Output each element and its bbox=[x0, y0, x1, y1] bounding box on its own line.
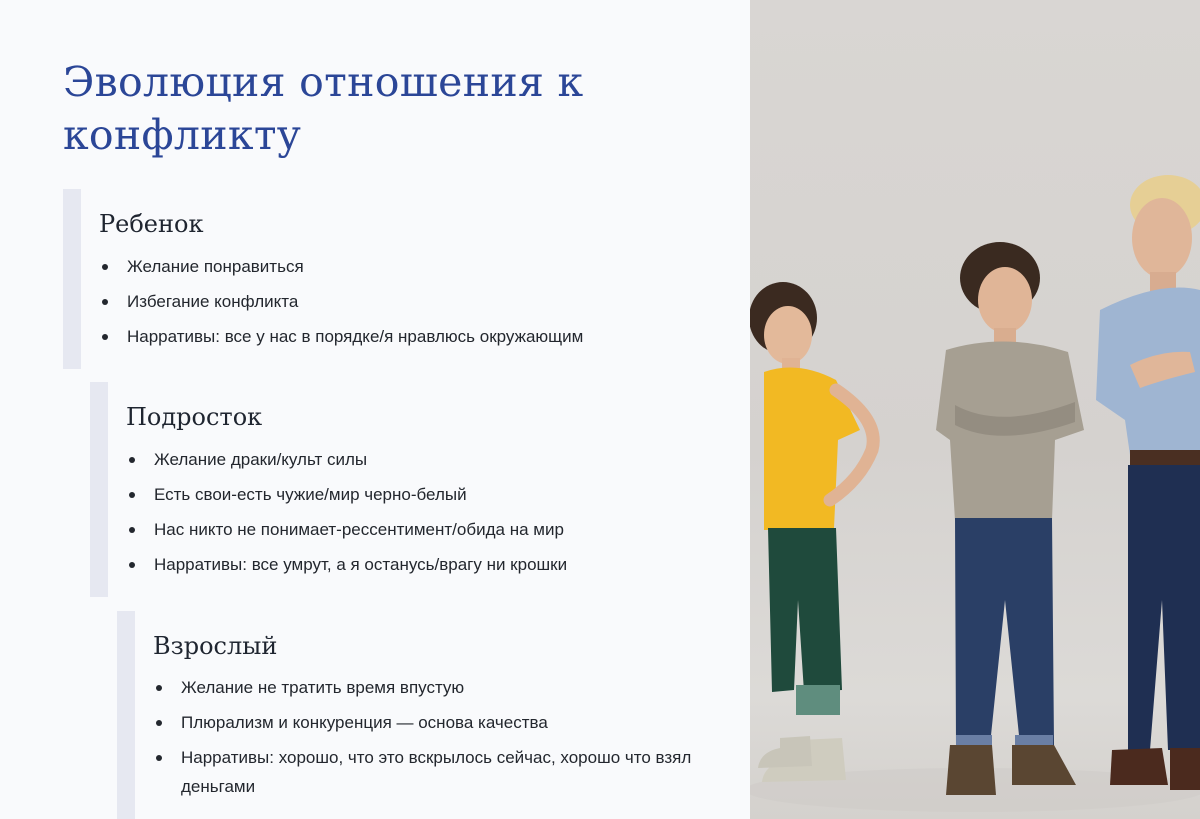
list-item: Нарративы: хорошо, что это вскрылось сейчас, хорошо что взял деньгами bbox=[153, 743, 693, 801]
bullet-icon bbox=[156, 685, 162, 691]
list-item: Плюрализм и конкуренция — основа качества bbox=[153, 708, 693, 737]
list-item: Нарративы: все у нас в порядке/я нравлюсь окружающим bbox=[99, 322, 719, 351]
bullet-icon bbox=[129, 562, 135, 568]
teen-figure bbox=[936, 242, 1084, 795]
three-people-illustration bbox=[750, 0, 1200, 819]
stage-adult bbox=[117, 611, 737, 819]
bullet-icon bbox=[102, 264, 108, 270]
bullet-icon bbox=[156, 720, 162, 726]
accent-bar bbox=[90, 382, 108, 597]
bullet-icon bbox=[129, 527, 135, 533]
stage-teen bbox=[90, 382, 730, 597]
stage-heading: Взрослый bbox=[153, 632, 278, 660]
bullet-icon bbox=[102, 334, 108, 340]
accent-bar bbox=[117, 611, 135, 819]
accent-bar bbox=[63, 189, 81, 369]
bullet-icon bbox=[156, 755, 162, 761]
list-item: Желание понравиться bbox=[99, 252, 719, 281]
list-item: Желание драки/культ силы bbox=[126, 445, 726, 474]
boy-figure bbox=[750, 282, 873, 782]
bullet-list bbox=[99, 252, 719, 357]
bullet-list bbox=[153, 673, 693, 807]
stage-child bbox=[63, 189, 723, 369]
bullet-icon bbox=[129, 457, 135, 463]
stage-heading: Подросток bbox=[126, 403, 263, 431]
stage-heading: Ребенок bbox=[99, 210, 204, 238]
list-item: Избегание конфликта bbox=[99, 287, 719, 316]
list-item: Нас никто не понимает-рессентимент/обида на мир bbox=[126, 515, 726, 544]
list-item: Нарративы: все умрут, а я останусь/врагу ни крошки bbox=[126, 550, 726, 579]
bullet-icon bbox=[129, 492, 135, 498]
list-item: Есть свои-есть чужие/мир черно-белый bbox=[126, 480, 726, 509]
slide-title: Эволюция отношения к конфликту bbox=[63, 58, 584, 159]
illustration-photo bbox=[750, 0, 1200, 819]
man-figure bbox=[1096, 175, 1200, 790]
list-item: Желание не тратить время впустую bbox=[153, 673, 693, 702]
bullet-icon bbox=[102, 299, 108, 305]
bullet-list bbox=[126, 445, 726, 585]
